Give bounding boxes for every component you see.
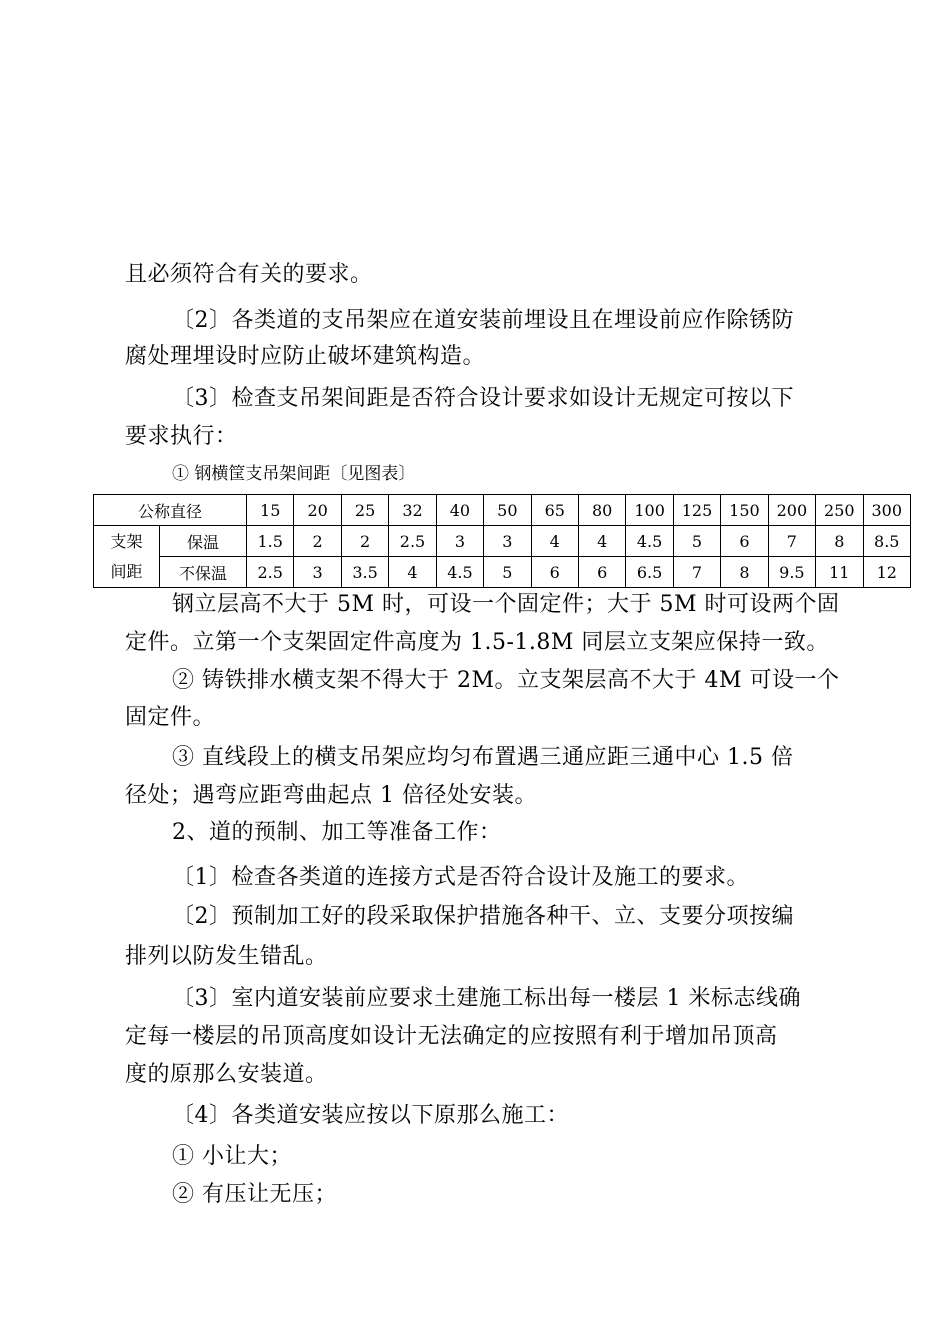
value-cell: 4.5 xyxy=(626,526,673,557)
paragraph-line: 定每一楼层的吊顶高度如设计无法确定的应按照有利于增加吊顶高 xyxy=(125,1024,778,1049)
value-cell: 6 xyxy=(531,557,578,588)
paragraph-line: ② 铸铁排水横支架不得大于 2M。立支架层高不大于 4M 可设一个 xyxy=(172,668,840,693)
paragraph-line: 〔4〕各类道安装应按以下原那么施工： xyxy=(172,1103,569,1128)
diameter-cell: 20 xyxy=(294,495,341,526)
diameter-cell: 300 xyxy=(863,495,911,526)
diameter-cell: 25 xyxy=(341,495,388,526)
header-label-cell: 公称直径 xyxy=(94,495,247,526)
paragraph-line: 2、道的预制、加工等准备工作： xyxy=(172,820,502,845)
value-cell: 7 xyxy=(768,526,815,557)
support-spacing-table xyxy=(93,494,911,588)
row-group-label-bottom: 间距 xyxy=(110,561,143,581)
value-cell: 6 xyxy=(721,526,768,557)
paragraph-line: 径处；遇弯应距弯曲起点 1 倍径处安装。 xyxy=(125,783,537,808)
diameter-cell: 40 xyxy=(436,495,483,526)
paragraph-line: 〔1〕检查各类道的连接方式是否符合设计及施工的要求。 xyxy=(172,865,749,890)
value-cell: 9.5 xyxy=(768,557,815,588)
row-group-label xyxy=(94,526,160,588)
paragraph-line: 固定件。 xyxy=(125,705,216,730)
uninsulated-label-cell: 不保温 xyxy=(160,557,247,588)
diameter-cell: 15 xyxy=(247,495,294,526)
value-cell: 2.5 xyxy=(389,526,436,557)
value-cell: 3 xyxy=(294,557,341,588)
table-header-row xyxy=(94,495,911,526)
paragraph-line: 〔3〕检查支吊架间距是否符合设计要求如设计无规定可按以下 xyxy=(172,386,794,411)
paragraph-line: 〔3〕室内道安装前应要求土建施工标出每一楼层 1 米标志线确 xyxy=(172,986,801,1011)
paragraph-line: 腐处理埋设时应防止破坏建筑构造。 xyxy=(125,344,486,369)
value-cell: 8 xyxy=(816,526,863,557)
diameter-cell: 65 xyxy=(531,495,578,526)
value-cell: 4 xyxy=(531,526,578,557)
paragraph-line: 排列以防发生错乱。 xyxy=(125,944,328,969)
table-caption: ① 钢横筐支吊架间距〔见图表〕 xyxy=(172,464,416,484)
value-cell: 8.5 xyxy=(863,526,911,557)
diameter-cell: 250 xyxy=(816,495,863,526)
diameter-cell: 125 xyxy=(673,495,720,526)
value-cell: 2.5 xyxy=(247,557,294,588)
diameter-cell: 150 xyxy=(721,495,768,526)
diameter-cell: 50 xyxy=(484,495,531,526)
diameter-cell: 100 xyxy=(626,495,673,526)
paragraph-line: 〔2〕预制加工好的段采取保护措施各种干、立、支要分项按编 xyxy=(172,904,794,929)
paragraph-line: 钢立层高不大于 5M 时，可设一个固定件；大于 5M 时可设两个固 xyxy=(172,592,840,617)
diameter-cell: 32 xyxy=(389,495,436,526)
value-cell: 3.5 xyxy=(341,557,388,588)
value-cell: 5 xyxy=(484,557,531,588)
value-cell: 11 xyxy=(816,557,863,588)
table-row-uninsulated xyxy=(94,557,911,588)
value-cell: 4 xyxy=(389,557,436,588)
value-cell: 1.5 xyxy=(247,526,294,557)
paragraph-line: ② 有压让无压； xyxy=(172,1182,337,1207)
paragraph-line: ① 小让大； xyxy=(172,1144,292,1169)
diameter-cell: 200 xyxy=(768,495,815,526)
value-cell: 3 xyxy=(436,526,483,557)
value-cell: 6.5 xyxy=(626,557,673,588)
paragraph-line: 且必须符合有关的要求。 xyxy=(125,262,373,287)
value-cell: 8 xyxy=(721,557,768,588)
value-cell: 4.5 xyxy=(436,557,483,588)
paragraph-line: 度的原那么安装道。 xyxy=(125,1062,328,1087)
value-cell: 5 xyxy=(673,526,720,557)
value-cell: 2 xyxy=(294,526,341,557)
paragraph-line: 〔2〕各类道的支吊架应在道安装前埋设且在埋设前应作除锈防 xyxy=(172,308,794,333)
paragraph-line: 定件。立第一个支架固定件高度为 1.5-1.8M 同层立支架应保持一致。 xyxy=(125,630,829,655)
value-cell: 12 xyxy=(863,557,911,588)
value-cell: 4 xyxy=(578,526,625,557)
paragraph-line: ③ 直线段上的横支吊架应均匀布置遇三通应距三通中心 1.5 倍 xyxy=(172,745,794,770)
diameter-cell: 80 xyxy=(578,495,625,526)
value-cell: 3 xyxy=(484,526,531,557)
value-cell: 7 xyxy=(673,557,720,588)
insulated-label-cell: 保温 xyxy=(160,526,247,557)
table-row-insulated xyxy=(94,526,911,557)
paragraph-line: 要求执行： xyxy=(125,424,238,449)
row-group-label-top: 支架 xyxy=(110,531,143,551)
value-cell: 6 xyxy=(578,557,625,588)
value-cell: 2 xyxy=(341,526,388,557)
